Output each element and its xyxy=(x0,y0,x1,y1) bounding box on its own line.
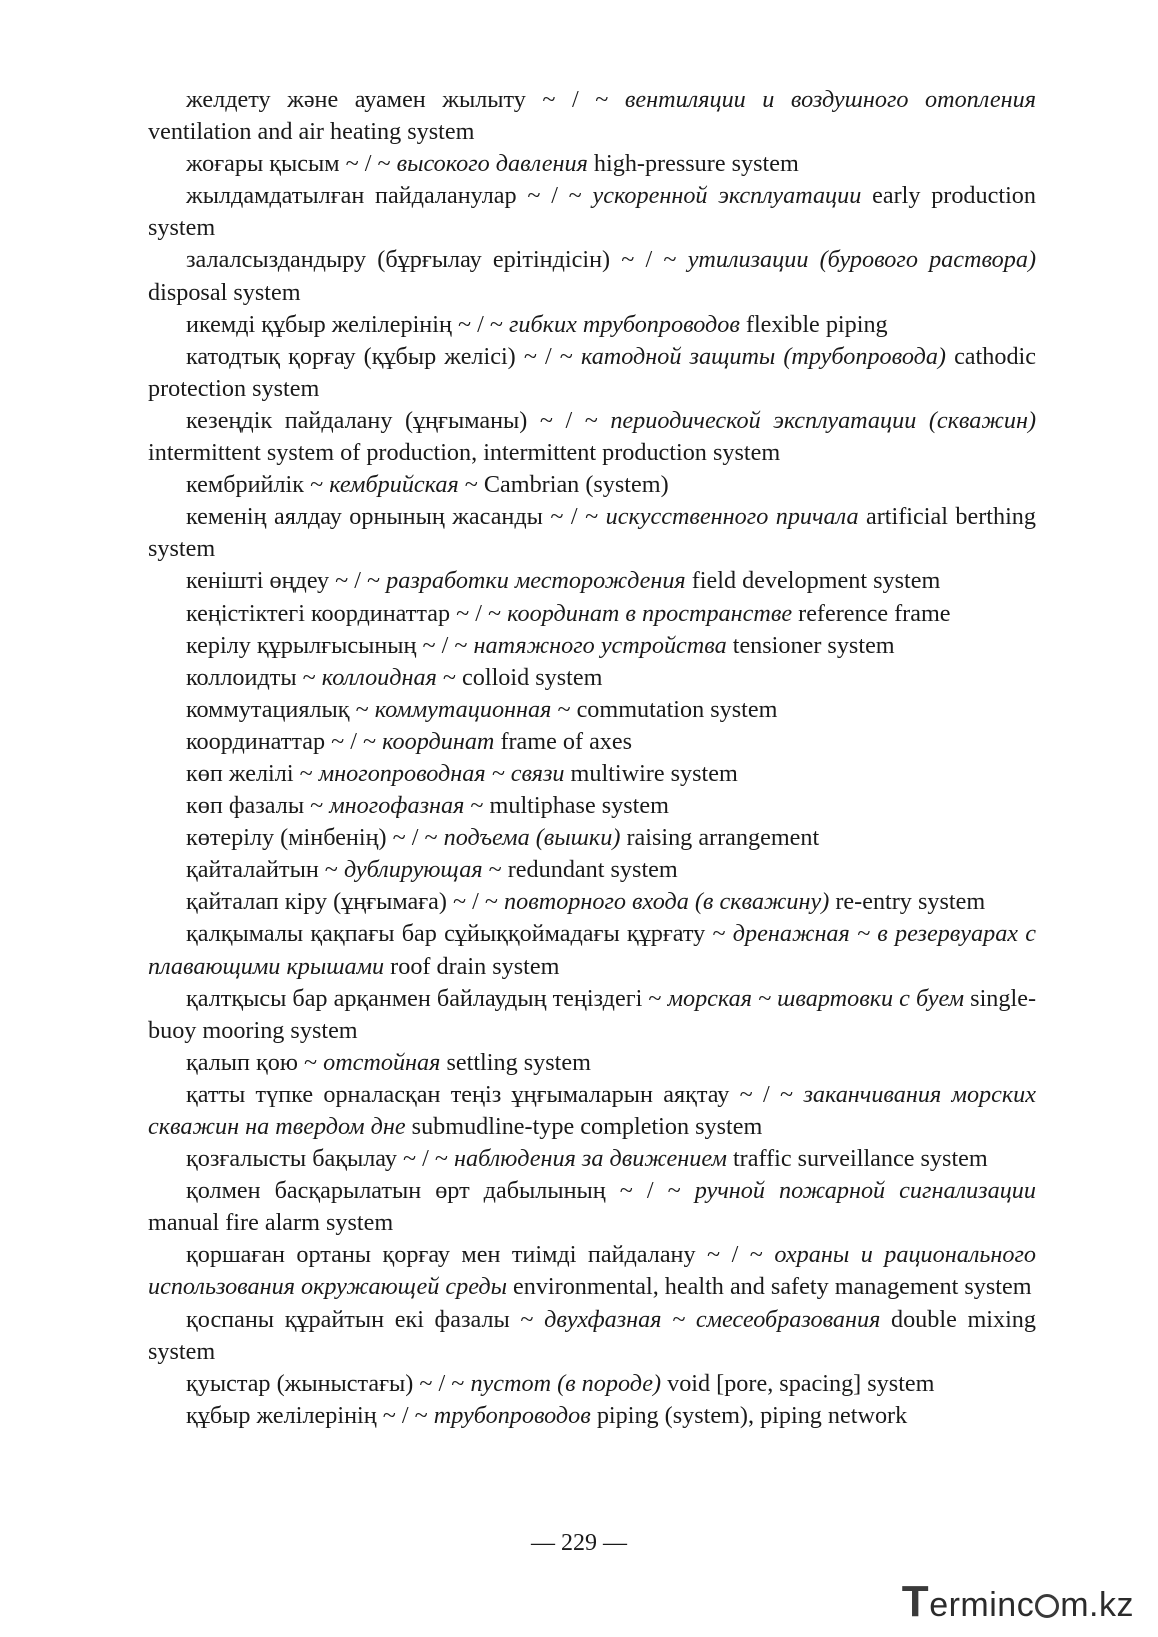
dictionary-entry xyxy=(148,790,1036,822)
entry-text: double mixing system xyxy=(148,1305,1036,1365)
entry-russian-term: координат в пространстве xyxy=(507,599,793,627)
entry-text: manual fire alarm system xyxy=(148,1209,394,1237)
entry-russian-term: пустот (в породе) xyxy=(470,1369,662,1397)
watermark-letter-t: T xyxy=(901,1577,930,1626)
entry-russian-term: многопроводная ~ связи xyxy=(318,759,565,787)
entry-text: submudline-type completion system xyxy=(405,1113,763,1140)
dictionary-entry xyxy=(148,309,1036,341)
entry-text: кеңістіктегі координаттар ~ / ~ xyxy=(186,599,508,627)
entry-russian-term: морская ~ швартовки с буем xyxy=(667,984,965,1012)
dictionary-entry xyxy=(148,244,1036,308)
entry-text: катодтық қорғау (құбыр желісі) ~ / ~ xyxy=(186,342,581,370)
entry-russian-term: многофазная xyxy=(329,792,465,820)
dictionary-entry xyxy=(148,822,1036,854)
dictionary-entry xyxy=(148,1368,1036,1400)
dictionary-entry xyxy=(148,983,1036,1047)
entry-russian-term: подъема (вышки) xyxy=(443,824,621,852)
dictionary-entry xyxy=(148,469,1036,501)
entry-text: қалып қою ~ xyxy=(186,1048,324,1076)
dictionary-entry xyxy=(148,918,1036,982)
entry-text: көп желілі ~ xyxy=(186,759,319,787)
entry-text: кеменің аялдау орнының жасанды ~ / ~ xyxy=(186,503,606,531)
entry-russian-term: заканчивания морских скважин на твердом дне xyxy=(148,1080,1037,1140)
dictionary-entry xyxy=(148,148,1036,180)
entry-text: high-pressure system xyxy=(587,150,799,178)
entry-text: қайталайтын ~ xyxy=(186,856,344,884)
page-number: — 229 — xyxy=(531,1530,627,1556)
dictionary-entry xyxy=(148,1047,1036,1079)
entry-russian-term: вентиляции и воздушного отопления xyxy=(624,86,1036,113)
entry-russian-term: кембрийская xyxy=(329,471,459,499)
entry-russian-term: ускоренной эксплуатации xyxy=(592,182,862,210)
entry-text: roof drain system xyxy=(384,952,560,980)
entry-russian-term: повторного входа (в скважину) xyxy=(504,888,830,916)
entry-text: ~ redundant system xyxy=(482,856,678,884)
entry-russian-term: катодной защиты (трубопровода) xyxy=(581,342,946,370)
entry-text: void [pore, spacing] system xyxy=(661,1369,935,1397)
entry-russian-term: высокого давления xyxy=(396,150,588,178)
entry-russian-term: двухфазная ~ смесеобразования xyxy=(544,1305,881,1333)
dictionary-entry xyxy=(148,180,1036,244)
entry-russian-term: трубопроводов xyxy=(433,1401,591,1429)
entry-russian-term: искусственного причала xyxy=(605,503,859,531)
dictionary-entry xyxy=(148,1079,1036,1143)
entry-text: қозғалысты бақылау ~ / ~ xyxy=(186,1145,454,1173)
entry-text: кеніштi өңдеу ~ / ~ xyxy=(186,567,387,595)
dictionary-entry xyxy=(148,84,1036,148)
entry-russian-term: наблюдения за движением xyxy=(454,1145,727,1173)
entry-text: кембрийлік ~ xyxy=(186,471,330,499)
entry-text: қолмен басқарылатын өрт дабылының ~ / ~ xyxy=(186,1177,695,1205)
entry-text: disposal system xyxy=(148,278,301,306)
entry-text: ~ commutation system xyxy=(551,695,778,723)
dictionary-entry xyxy=(148,694,1036,726)
entry-text: қалқымалы қақпағы бар сұйыққоймадағы құрғату ~ xyxy=(186,920,733,948)
entry-russian-term: охраны и рационального использования окружающей среды xyxy=(148,1241,1036,1301)
dictionary-entry xyxy=(148,1239,1036,1303)
entry-text: ~ colloid system xyxy=(436,663,603,691)
entry-text: қоспаны құрайтын екі фазалы ~ xyxy=(186,1305,545,1333)
entry-text: қуыстар (жыныстағы) ~ / ~ xyxy=(186,1369,471,1397)
dictionary-entry xyxy=(148,598,1036,630)
dictionary-entry xyxy=(148,405,1036,469)
entry-text: коллоидты ~ xyxy=(186,663,322,691)
entry-russian-term: отстойная xyxy=(323,1048,441,1076)
entry-text: ~ Cambrian (system) xyxy=(458,471,669,499)
entry-russian-term: коммутационная xyxy=(374,695,552,723)
watermark-o-icon xyxy=(1035,1594,1059,1618)
entry-text: artificial berthing system xyxy=(148,503,1036,563)
entry-russian-term: разработки месторождения xyxy=(386,567,686,595)
watermark-text-part: erminc xyxy=(929,1586,1035,1624)
entry-text: early production system xyxy=(148,182,1036,242)
entry-text: қоршаған ортаны қорғау мен тиімді пайдалану ~ / ~ xyxy=(186,1241,775,1269)
entry-text: field development system xyxy=(685,567,941,595)
watermark-domain: m.kz xyxy=(1060,1586,1134,1624)
entry-text: керiлу құрылғысының ~ / ~ xyxy=(186,631,474,659)
entry-text: кезеңдік пайдалану (ұңғыманы) ~ / ~ xyxy=(186,406,611,434)
entry-russian-term: гибких трубопроводов xyxy=(508,310,740,338)
dictionary-entry xyxy=(148,501,1036,565)
dictionary-entry xyxy=(148,662,1036,694)
entry-text: икемді құбыр желілерінің ~ / ~ xyxy=(186,310,509,338)
entry-text: жылдамдатылған пайдаланулар ~ / ~ xyxy=(186,182,593,210)
entry-text: single-buoy mooring system xyxy=(148,984,1036,1044)
entry-russian-term: натяжного устройства xyxy=(473,631,727,659)
dictionary-entry xyxy=(148,565,1036,597)
entry-russian-term: координат xyxy=(382,727,495,755)
entry-text: intermittent system of production, intermittent production system xyxy=(148,439,781,467)
dictionary-entry xyxy=(148,630,1036,662)
entry-russian-term: коллоидная xyxy=(321,663,437,691)
dictionary-entry xyxy=(148,1143,1036,1175)
entry-text: traffic surveillance system xyxy=(726,1145,988,1173)
entry-text: piping (system), piping network xyxy=(590,1401,908,1429)
dictionary-entry xyxy=(148,886,1036,918)
entry-text: залалсыздандыру (бұрғылау ерітіндісін) ~ / ~ xyxy=(186,246,688,274)
entry-text: environmental, health and safety management system xyxy=(506,1273,1032,1301)
entry-text: re-entry system xyxy=(829,888,986,916)
dictionary-entry xyxy=(148,341,1036,405)
dictionary-entry xyxy=(148,1400,1036,1432)
entry-text: қайталап кіру (ұңғымаға) ~ / ~ xyxy=(186,888,505,916)
dictionary-entry xyxy=(148,1304,1036,1368)
entry-russian-term: утилизации (бурового раствора) xyxy=(687,246,1036,274)
dictionary-entry xyxy=(148,1175,1036,1239)
entry-text: settling system xyxy=(440,1048,591,1076)
entry-russian-term: периодической эксплуатации (скважин) xyxy=(610,406,1036,434)
dictionary-entry xyxy=(148,854,1036,886)
entry-text: коммутациялық ~ xyxy=(186,695,375,723)
entry-text: координаттар ~ / ~ xyxy=(186,727,383,755)
entry-text: reference frame xyxy=(792,599,951,627)
entry-text: ~ multiphase system xyxy=(464,792,669,820)
entry-text: желдету және ауамен жылыту ~ / ~ xyxy=(186,86,625,113)
entry-text: raising arrangement xyxy=(620,824,820,852)
entry-text: flexible piping xyxy=(739,310,888,338)
dictionary-entry xyxy=(148,726,1036,758)
entry-text: қатты түпке орналасқан теңіз ұңғымаларын аяқтау ~ / ~ xyxy=(186,1080,804,1108)
termincom-watermark-logo xyxy=(902,1577,1134,1627)
entry-text: қалтқысы бар арқанмен байлаудың теңіздегі ~ xyxy=(186,984,668,1012)
entry-text: frame of axes xyxy=(494,727,633,755)
dictionary-page xyxy=(148,84,1036,1432)
entry-text: көп фазалы ~ xyxy=(186,792,330,820)
entry-text: cathodic protection system xyxy=(148,342,1037,402)
entry-text: tensioner system xyxy=(726,631,895,659)
dictionary-entry xyxy=(148,758,1036,790)
entry-text: жоғары қысым ~ / ~ xyxy=(186,150,397,178)
entry-text: multiwire system xyxy=(564,759,738,787)
entry-russian-term: дублирующая xyxy=(343,856,483,884)
entry-russian-term: дренажная ~ в резервуарах с плавающими крышами xyxy=(148,920,1036,980)
entry-text: құбыр желілерінің ~ / ~ xyxy=(186,1401,434,1429)
entry-text: ventilation and air heating system xyxy=(148,118,475,146)
entry-text: көтерілу (мінбенің) ~ / ~ xyxy=(186,824,444,852)
entry-russian-term: ручной пожарной сигнализации xyxy=(694,1177,1036,1205)
